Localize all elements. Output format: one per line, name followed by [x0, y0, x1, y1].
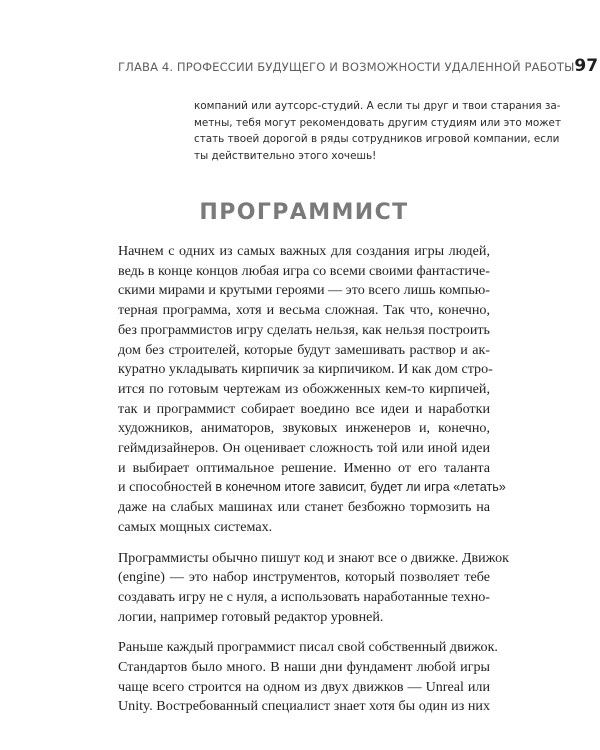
- chapter-title: ГЛАВА 4. ПРОФЕССИИ БУДУЩЕГО И ВОЗМОЖНОСТИ УДАЛЕННОЙ РАБОТЫ: [118, 60, 575, 74]
- paragraph: [118, 549, 509, 628]
- text-line: Unity. Востребованный специалист знает хотя бы один из них: [118, 698, 490, 715]
- sidebar-line: стать твоей дорогой в ряды сотрудников игровой компании, если: [194, 133, 560, 146]
- text-line-sans-part: в конечном итоге зависит, будет ли игра «летать»: [211, 480, 506, 495]
- sidebar-line: ты действительно этого хочешь!: [194, 149, 377, 162]
- paragraph: [118, 638, 498, 717]
- section-heading: ПРОГРАММИСТ: [199, 200, 409, 225]
- text-line: создавать игру не с нуля, а использовать наработанные техно-: [118, 588, 490, 605]
- text-line: куратно укладывать кирпичик за кирпичиком. И как дом стро-: [118, 361, 493, 378]
- text-line: без программистов игру сделать нельзя, как нельзя построить: [118, 321, 490, 338]
- text-line: логии, например готовый редактор уровней.: [118, 608, 384, 625]
- text-line: художников, аниматоров, звуковых инженеров и, конечно,: [118, 420, 490, 437]
- text-line: Раньше каждый программист писал свой собственный движок.: [118, 639, 498, 656]
- text-line: ится по готовым чертежам из обожженных кем-то кирпичей,: [118, 380, 490, 397]
- text-line: даже на слабых машинах или станет безбожно тормозить на: [118, 499, 490, 516]
- text-line: скими мирами и крутыми героями — это всего лишь компью-: [118, 282, 490, 299]
- text-line: ведь в конце концов любая игра со всеми своими фантастиче-: [118, 262, 490, 279]
- body-text: [118, 242, 509, 728]
- text-line: так и программист собирает воедино все идеи и наработки: [118, 400, 490, 417]
- page-number: 97: [574, 56, 599, 76]
- text-line: чаще всего строится на одном из двух движков — Unreal или: [118, 678, 490, 695]
- text-line: самых мощных системах.: [118, 518, 273, 535]
- text-line: Начнем с одних из самых важных для создания игры людей,: [118, 243, 490, 259]
- text-line: [118, 478, 506, 498]
- sidebar-line: метны, тебя могут рекомендовать другим студиям или это может: [194, 116, 562, 129]
- running-header: [118, 56, 599, 78]
- paragraph: [118, 242, 506, 538]
- sidebar-line: компаний или аутсорс-студий. А если ты друг и твои старания за-: [194, 100, 561, 112]
- sidebar-note: [194, 98, 562, 164]
- text-line: и выбирает оптимальное решение. Именно от его таланта: [118, 459, 490, 476]
- text-line: терная программа, хотя и весьма сложная. Так что, конечно,: [118, 302, 490, 319]
- text-line: дом без строителей, которые будут замешивать раствор и ак-: [118, 341, 490, 358]
- text-line: геймдизайнеров. Он оценивает сложность той или иной идеи: [118, 440, 490, 457]
- text-line: Стандартов было много. В наши дни фундамент любой игры: [118, 659, 490, 676]
- text-line-serif-part: и способностей: [118, 479, 212, 496]
- text-line: Программисты обычно пишут код и знают все о движке. Движок: [118, 549, 509, 566]
- text-line: (engine) — это набор инструментов, который позволяет тебе: [118, 569, 490, 586]
